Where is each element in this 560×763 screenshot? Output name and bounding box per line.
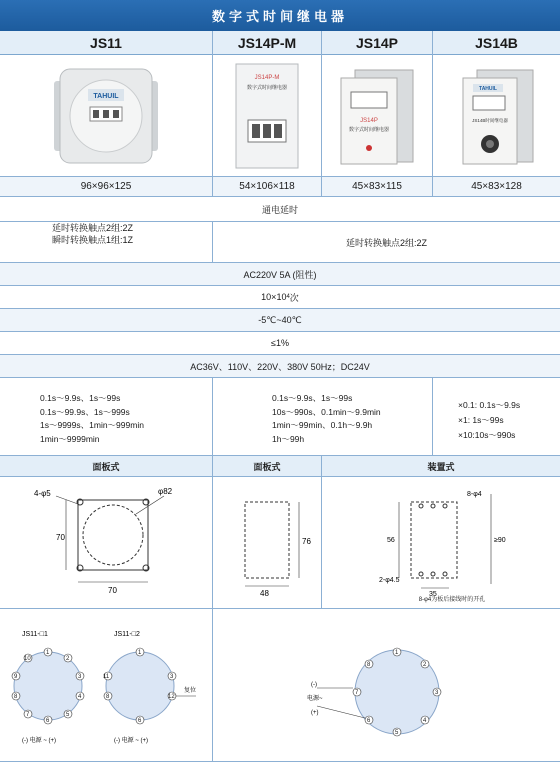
w2-pin-8: 8	[106, 694, 110, 700]
range-js14b-3: ×10:10s～990s	[458, 430, 516, 440]
d3-note: 8-φ4为板后接线时的开孔	[418, 596, 486, 603]
range-js14p-4: 1h～99h	[272, 433, 305, 444]
grid-line	[432, 31, 433, 196]
d1-dia-label: φ82	[158, 487, 173, 496]
w1-pin-10: 10	[24, 656, 31, 662]
ranges-js14b	[458, 398, 520, 443]
grid-line	[0, 221, 560, 222]
d3-h2-label: ≥90	[494, 537, 506, 544]
mounting-js14p-b: 装置式	[322, 456, 560, 476]
grid-line	[212, 31, 213, 196]
js14p-photo-label: JS14P	[360, 118, 378, 124]
d1-width-label: 70	[108, 586, 117, 595]
grid-line	[0, 262, 560, 263]
drawing-js11-cutout	[0, 477, 212, 607]
grid-line	[321, 456, 322, 608]
range-js14b-1: ×0.1: 0.1s～9.9s	[458, 400, 521, 410]
w3-supply-minus: (-)	[310, 682, 317, 688]
d3-h1-label: 56	[387, 537, 395, 544]
photo-js11	[0, 56, 212, 176]
model-js14b: JS14B	[433, 31, 560, 55]
grid-line	[0, 476, 560, 477]
dim-js14b: 45×83×128	[471, 181, 522, 192]
range-js11-4: 1min～9999min	[40, 433, 100, 444]
d3-bottom-label: 35	[429, 591, 437, 598]
js14b-photo-caption: JS14B时间继电器	[471, 118, 508, 123]
grid-line	[0, 608, 560, 609]
life-exponent: 4	[286, 294, 290, 300]
life-base: 10×10	[261, 292, 287, 302]
contacts-js11	[0, 222, 212, 262]
contacts-js11-line1: 延时转换触点2组:2Z	[52, 223, 134, 233]
js11-brand-text: TAHUIL	[93, 93, 119, 100]
model-js14p: JS14P	[322, 31, 432, 55]
grid-line	[0, 176, 560, 177]
w3-pin-4: 4	[422, 718, 426, 724]
grid-line	[0, 761, 560, 762]
drawing-js14pm-cutout	[213, 477, 321, 607]
d2-height-label: 76	[302, 537, 311, 546]
w3-pin-2: 2	[422, 662, 426, 668]
wiring-js11	[0, 620, 212, 760]
temperature: -5℃~40℃	[258, 314, 302, 325]
w1-pin-7: 7	[26, 712, 30, 718]
range-js14b-2: ×1: 1s～99s	[458, 415, 504, 425]
d3-top-label: 8-φ4	[467, 491, 482, 498]
w2-pin-3: 3	[170, 674, 174, 680]
w1-pin-4: 4	[78, 694, 82, 700]
ranges-js11	[40, 392, 144, 446]
accuracy: ≤1%	[271, 338, 289, 348]
grid-line	[432, 378, 433, 455]
d2-width-label: 48	[260, 589, 269, 598]
w1-pin-5: 5	[66, 712, 70, 718]
ranges-js14p	[272, 392, 381, 446]
js14b-brand-text: TAHUIL	[478, 86, 497, 92]
drawing-device-mount	[322, 477, 560, 607]
model-js11: JS11	[0, 31, 212, 55]
d1-hole-label: 4-φ5	[34, 489, 51, 498]
grid-line	[0, 354, 560, 355]
contacts-others: 延时转换触点2组:2Z	[345, 237, 427, 248]
w1-supply-label: (-) 电源 ~ (+)	[22, 738, 56, 744]
dim-js11: 96×96×125	[80, 181, 132, 192]
d3-side-label: 2-φ4.5	[379, 577, 400, 584]
photo-js14b	[433, 56, 560, 176]
range-js14p-1: 0.1s～9.9s、1s～99s	[272, 393, 353, 403]
grid-line	[212, 378, 213, 455]
w3-pin-1: 1	[394, 650, 398, 656]
grid-line	[212, 222, 213, 262]
photo-js14p-m	[213, 56, 321, 176]
range-js11-3: 1s～9999s、1min～999min	[40, 420, 144, 430]
w3-pin-3: 3	[434, 690, 438, 696]
w3-supply-label: 电源~	[306, 696, 323, 702]
grid-line	[0, 331, 560, 332]
w3-supply-plus: (+)	[310, 710, 318, 716]
w1-label: JS11-□1	[22, 631, 48, 638]
w1-pin-9: 9	[14, 674, 18, 680]
grid-line	[0, 377, 560, 378]
model-js14p-m: JS14P-M	[213, 31, 321, 55]
w2-pin-6: 6	[138, 718, 142, 724]
w1-pin-2: 2	[66, 656, 70, 662]
w3-pin-6: 6	[366, 718, 370, 724]
js14pm-photo-caption: 数字式时间继电器	[246, 85, 288, 91]
mechanical-life	[0, 286, 560, 308]
range-js11-2: 0.1s～99.9s、1s～999s	[40, 406, 130, 417]
range-js14p-3: 1min～99min、0.1h～9.9h	[272, 420, 373, 430]
grid-line	[0, 455, 560, 456]
w1-pin-3: 3	[78, 674, 82, 680]
w1-pin-8: 8	[14, 694, 18, 700]
mounting-js11: 面板式	[0, 456, 212, 476]
photo-js14p	[322, 56, 432, 176]
w3-pin-5: 5	[394, 730, 398, 736]
range-js14p-2: 10s～990s、0.1min～9.9min	[272, 406, 381, 417]
w1-pin-1: 1	[46, 650, 50, 656]
w2-pin-11: 11	[103, 674, 110, 680]
contacts-js11-line2: 瞬时转换触点1组:1Z	[52, 235, 134, 245]
delay-mode: 通电延时	[261, 204, 298, 215]
w3-pin-7: 7	[354, 690, 358, 696]
grid-line	[0, 30, 560, 31]
w1-pin-6: 6	[46, 718, 50, 724]
grid-line	[321, 31, 322, 196]
dim-js14p: 45×83×115	[352, 181, 402, 192]
dim-js14p-m: 54×106×118	[239, 181, 295, 192]
life-unit: 次	[289, 292, 299, 303]
w2-label: JS11-□2	[114, 631, 140, 638]
grid-line	[212, 609, 213, 761]
d1-height-label: 70	[56, 533, 65, 542]
grid-line	[212, 456, 213, 608]
supply-voltage: AC36V、110V、220V、380V 50Hz；DC24V	[190, 361, 370, 372]
w2-supply-label: (-) 电源 ~ (+)	[114, 738, 148, 744]
grid-line	[0, 285, 560, 286]
grid-line	[0, 308, 560, 309]
w2-reset-label: 复位	[184, 688, 197, 694]
grid-line	[0, 196, 560, 197]
w2-pin-12: 12	[168, 694, 175, 700]
mounting-js14p-m: 面板式	[213, 456, 321, 476]
wiring-js14	[213, 620, 560, 760]
w2-pin-1: 1	[138, 650, 142, 656]
js14pm-photo-label: JS14P-M	[254, 75, 280, 81]
js14p-photo-caption: 数字式时间继电器	[348, 127, 390, 133]
sheet-title: 数字式时间继电器	[0, 0, 560, 30]
range-js11-1: 0.1s～9.9s、1s～99s	[40, 393, 121, 403]
w3-pin-8: 8	[366, 662, 370, 668]
contact-rating: AC220V 5A (阻性)	[243, 269, 317, 280]
